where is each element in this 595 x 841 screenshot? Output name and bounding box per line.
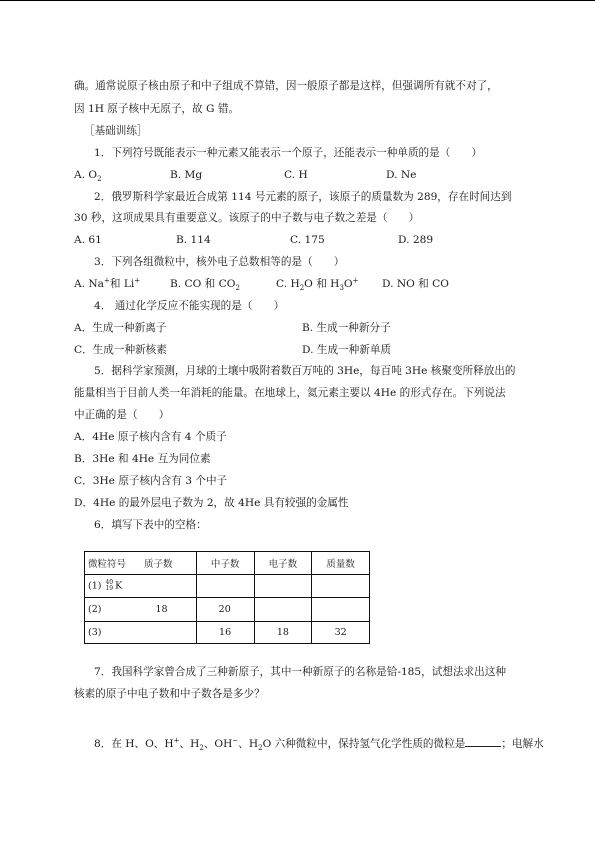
row3-electrons-cell: 18 <box>254 622 312 644</box>
q6-stem: 6．填写下表中的空格： <box>94 519 207 531</box>
q5-option-b: B．3He 和 4He 互为同位素 <box>74 453 211 465</box>
row2-electrons-cell <box>254 598 312 622</box>
q7-stem-1: 7．我国科学家曾合成了三种新原子，其中一种新原子的名称是铪-185，试想法求出这种 <box>94 666 506 678</box>
table-row <box>85 598 370 622</box>
q3-option-d: D. NO 和 CO <box>382 278 449 290</box>
q3-stem: 3．下列各组微粒中，核外电子总数相等的是（ ） <box>94 256 345 268</box>
q8-answer-blank[interactable] <box>465 736 501 747</box>
header-cell-neutrons: 中子数 <box>196 552 254 575</box>
row2-symbol-cell: (2) 18 <box>85 598 197 622</box>
row2-neutrons-cell: 20 <box>196 598 254 622</box>
q2-option-d: D. 289 <box>398 234 434 246</box>
header-cell-mass: 质量数 <box>312 552 370 575</box>
header-cell-electrons: 电子数 <box>254 552 312 575</box>
q2-stem-1: 2．俄罗斯科学家最近合成第 114 号元素的原子，该原子的质量数为 289，存在时间达到 <box>94 191 512 203</box>
q1-option-a: A. $O_2$ <box>74 169 102 184</box>
q3-option-c: C. $H_2O$ 和 $H_3O^+$ <box>276 276 359 293</box>
q4-option-d: D. 生成一种新单质 <box>302 344 392 356</box>
row1-symbol-cell: (1) 40 19 K <box>85 575 197 598</box>
intro-line-2: 因 1H 原子核中无原子，故 G 错。 <box>74 103 240 115</box>
header-cell-symbol-protons: 微粒符号 质子数 <box>85 552 197 575</box>
q5-stem-1: 5．据科学家预测，月球的土壤中吸附着数百万吨的 3He，每百吨 3He 核聚变所释放出的 <box>94 365 516 377</box>
q8-stem: 8．在 H、O、H+、$H_2$、OH−、$H_2O$ 六种微粒中，保持氢气化学性质的微粒是 ；电解水 <box>94 736 544 753</box>
row1-electrons-cell <box>254 575 312 598</box>
q5-stem-2: 能量相当于目前人类一年消耗的能量。在地球上，氦元素主要以 4He 的形式存在。下列说法 <box>74 387 506 399</box>
q7-stem-2: 核素的原子中电子数和中子数各是多少？ <box>74 688 265 700</box>
q2-option-b: B. 114 <box>176 234 211 246</box>
q2-option-c: C. 175 <box>290 234 325 246</box>
q5-option-d: D．4He 的最外层电子数为 2，故 4He 具有较强的金属性 <box>74 497 349 509</box>
table-row <box>85 622 370 644</box>
intro-line-1: 确。通常说原子核由原子和中子组成不算错，因一般原子都是这样，但强调所有就不对了， <box>74 80 498 92</box>
table-row <box>85 575 370 598</box>
row3-symbol-cell: (3) <box>85 622 197 644</box>
page-top-rule <box>0 0 595 1</box>
particle-table <box>84 551 370 644</box>
q3-option-a: A. Na+和 Li+ <box>74 276 141 290</box>
section-title: ［基础训练］ <box>84 125 148 137</box>
row3-neutrons-cell: 16 <box>196 622 254 644</box>
table-header-row <box>85 552 370 575</box>
q1-option-d: D. Ne <box>386 169 417 181</box>
q5-option-a: A．4He 原子核内含有 4 个质子 <box>74 431 227 443</box>
q4-option-a: A．生成一种新离子 <box>74 322 167 334</box>
q4-option-b: B. 生成一种新分子 <box>302 322 391 334</box>
q2-stem-2: 30 秒，这项成果具有重要意义。该原子的中子数与电子数之差是（ ） <box>74 212 420 224</box>
q1-option-c: C. H <box>284 169 308 181</box>
q2-option-a: A. 61 <box>74 234 102 246</box>
q3-option-b: B. CO 和 $CO_2$ <box>170 278 240 293</box>
row1-mass-cell <box>312 575 370 598</box>
row3-mass-cell: 32 <box>312 622 370 644</box>
row1-neutrons-cell <box>196 575 254 598</box>
q1-option-b: B. Mg <box>170 169 203 181</box>
row2-mass-cell <box>312 598 370 622</box>
q1-stem: 1．下列符号既能表示一种元素又能表示一个原子，还能表示一种单质的是（ ） <box>94 147 483 159</box>
q5-option-c: C．3He 原子核内含有 3 个中子 <box>74 475 228 487</box>
q4-stem: 4． 通过化学反应不能实现的是（ ） <box>94 300 285 312</box>
q4-option-c: C．生成一种新核素 <box>74 344 167 356</box>
q5-stem-3: 中正确的是（ ） <box>74 409 170 421</box>
